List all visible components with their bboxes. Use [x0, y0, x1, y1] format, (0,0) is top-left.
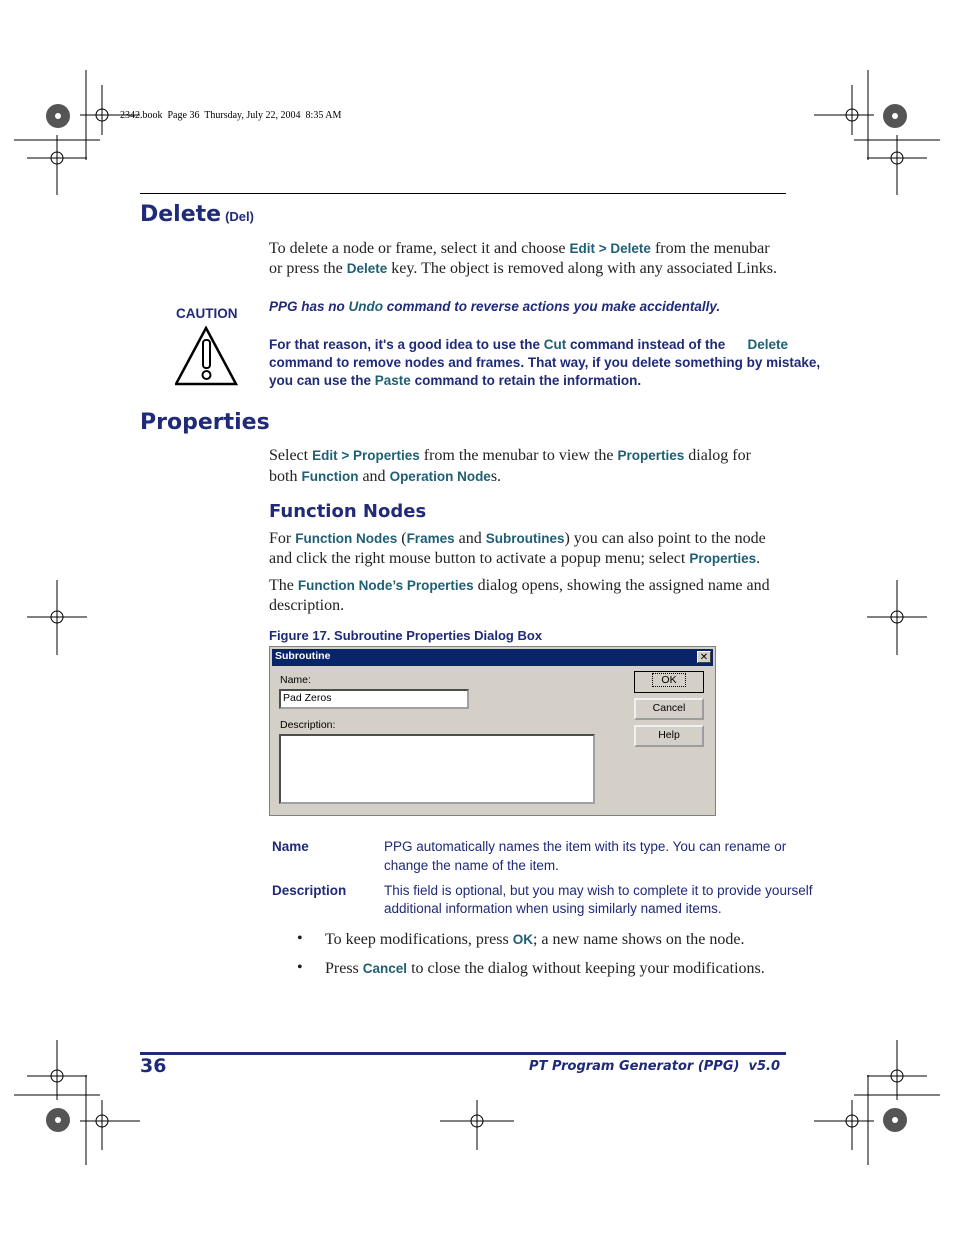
bullet-marker: • [297, 930, 303, 947]
text: To delete a node or frame, select it and choose [269, 240, 570, 257]
caution-line-1 [269, 298, 720, 316]
text: PPG has no [269, 299, 349, 314]
ok-term: OK [512, 932, 533, 947]
delete-shortcut: (Del) [225, 209, 254, 224]
text: dialog opens, showing the assigned name and [473, 577, 770, 594]
definition-term: Name [272, 839, 309, 854]
top-rule [140, 193, 786, 194]
page-number: 36 [140, 1055, 167, 1077]
menu-path-edit-delete: Edit > Delete [569, 241, 651, 256]
text: To keep modifications, press [325, 931, 513, 948]
definition-term: Description [272, 883, 347, 898]
function-term: Function [301, 469, 359, 484]
text: Select [269, 447, 313, 464]
text: from the menubar [650, 240, 770, 257]
function-node-properties-term: Function Node’s Properties [297, 578, 474, 593]
name-label: Name: [280, 674, 311, 686]
header-stamp: 2342.book Page 36 Thursday, July 22, 2004 8:35 AM [120, 110, 342, 121]
function-nodes-term: Function Nodes [295, 531, 398, 546]
text: dialog for [684, 447, 751, 464]
cancel-button[interactable]: Cancel [634, 698, 704, 720]
text: to close the dialog without keeping your modifications. [407, 960, 765, 977]
close-icon[interactable]: ✕ [697, 651, 711, 663]
command-undo: Undo [348, 299, 384, 314]
function-nodes-title: Function Nodes [269, 501, 427, 522]
name-field[interactable]: Pad Zeros [279, 689, 469, 709]
dialog-title: Subroutine [275, 650, 331, 662]
text: and [454, 530, 486, 547]
text: For that reason, it's a good idea to use the [269, 337, 544, 352]
delete-heading [140, 202, 254, 227]
text: both [269, 468, 302, 485]
text: from the menubar to view the [419, 447, 618, 464]
bullet-marker: • [297, 959, 303, 976]
function-nodes-paragraph-2 [269, 576, 789, 616]
definition-text: additional information when using similarly named items. [384, 901, 722, 916]
caution-label: CAUTION [176, 306, 238, 321]
ok-button[interactable] [634, 671, 704, 693]
cancel-term: Cancel [362, 961, 408, 976]
warning-icon [175, 326, 238, 386]
definition-text: This field is optional, but you may wish to complete it to provide yourself [384, 883, 813, 898]
text: key. The object is removed along with any associated Links. [387, 260, 777, 277]
frames-term: Frames [406, 531, 455, 546]
command-paste: Paste [374, 373, 411, 388]
text: and click the right mouse button to activate a popup menu; select [269, 550, 690, 567]
description-label: Description: [280, 719, 336, 731]
text: command instead of the [566, 337, 726, 352]
footer-title: PT Program Generator (PPG) v5.0 [529, 1059, 780, 1074]
dialog-title-bar[interactable] [272, 649, 713, 666]
command-delete: Delete [747, 337, 788, 352]
function-nodes-paragraph-1 [269, 529, 789, 569]
definition-text: change the name of the item. [384, 858, 559, 873]
delete-title: Delete [140, 202, 222, 227]
subroutine-dialog [269, 646, 716, 816]
properties-title: Properties [140, 410, 270, 435]
operation-node-term: Operation Node [389, 469, 491, 484]
text: The [269, 577, 298, 594]
text: command to remove nodes and frames. That way, if you delete something by mistake, [269, 355, 821, 370]
text: and [358, 468, 390, 485]
definition-text: PPG automatically names the item with its type. You can rename or [384, 839, 787, 854]
figure-caption: Figure 17. Subroutine Properties Dialog Box [269, 628, 543, 643]
ok-button-label: OK [652, 673, 685, 687]
bullet-item [325, 930, 745, 950]
text: ) you can also point to the node [564, 530, 766, 547]
properties-term: Properties [617, 448, 685, 463]
text: Press [325, 960, 363, 977]
text: ( [397, 530, 407, 547]
properties-term: Properties [689, 551, 757, 566]
bullet-item [325, 959, 765, 979]
text: command to retain the information. [410, 373, 642, 388]
description-field[interactable] [279, 734, 595, 804]
subroutines-term: Subroutines [485, 531, 565, 546]
key-delete: Delete [346, 261, 388, 276]
help-button[interactable]: Help [634, 725, 704, 747]
text: For [269, 530, 296, 547]
text: description. [269, 597, 345, 614]
delete-paragraph [269, 239, 789, 279]
menu-path-edit-properties: Edit > Properties [312, 448, 420, 463]
properties-paragraph [269, 446, 789, 487]
footer-rule [140, 1052, 786, 1055]
text: . [756, 550, 761, 567]
text: or press the [269, 260, 347, 277]
text: s. [490, 468, 502, 485]
text: ; a new name shows on the node. [532, 931, 745, 948]
text: command to reverse actions you make accidentally. [383, 299, 721, 314]
command-cut: Cut [543, 337, 567, 352]
text: you can use the [269, 373, 375, 388]
caution-paragraph [269, 336, 821, 390]
